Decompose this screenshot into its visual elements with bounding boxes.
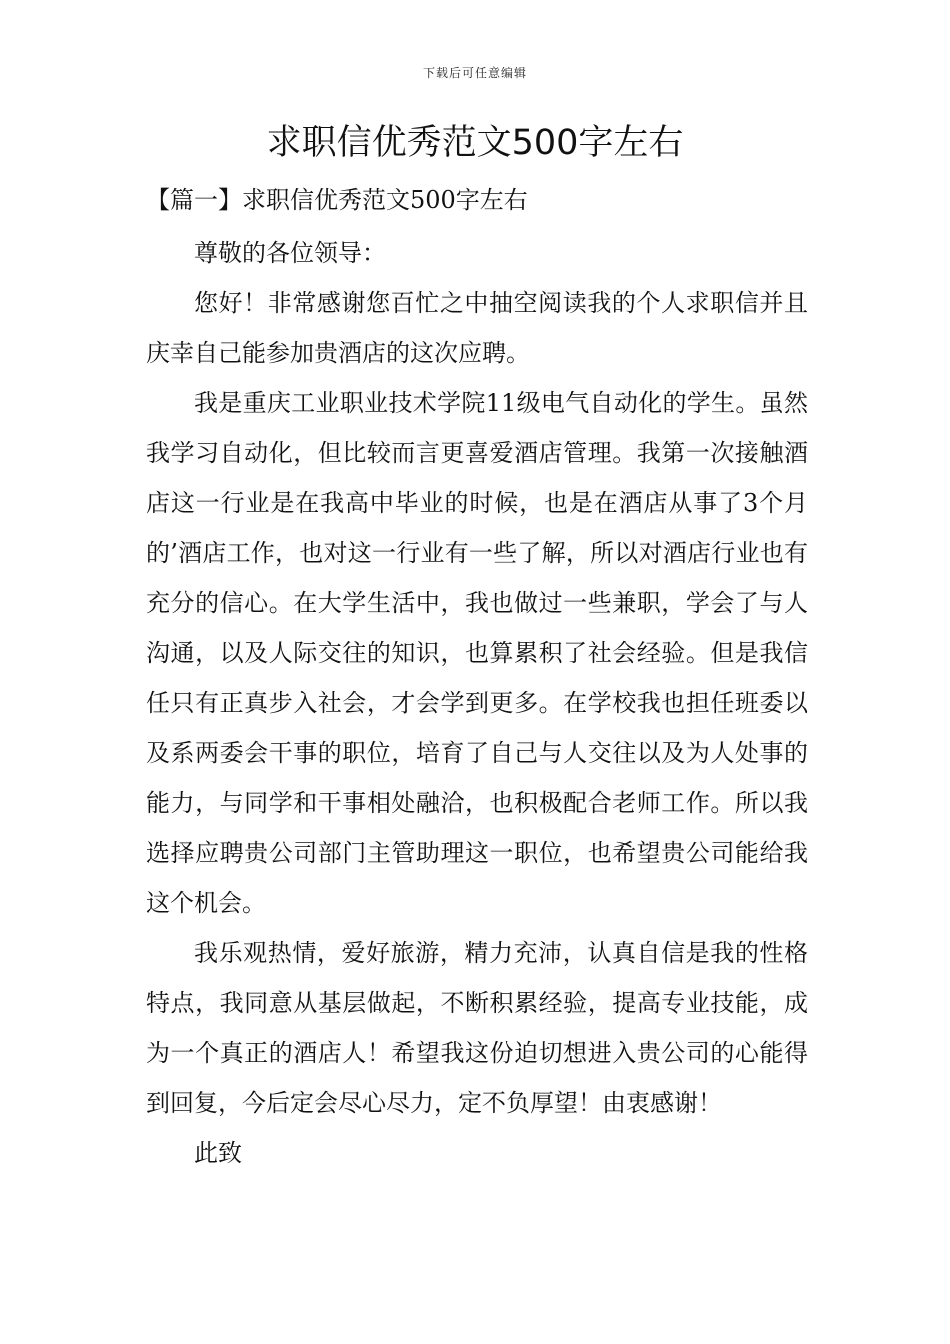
salutation: 尊敬的各位领导： — [194, 239, 386, 267]
letter-body — [146, 228, 808, 1178]
closing-phrase: 此致 — [194, 1139, 242, 1167]
greeting-paragraph: 您好！非常感谢您百忙之中抽空阅读我的个人求职信并且庆幸自己能参加贵酒店的这次应聘。 — [146, 289, 808, 367]
background-paragraph: 我是重庆工业职业技术学院11级电气自动化的学生。虽然我学习自动化，但比较而言更喜爱酒店管理。我第一次接触酒店这一行业是在我高中毕业的时候，也是在酒店从事了3个月的’酒店工作，也对这一行业有一些了解，所以对酒店行业也有充分的信心。在大学生活中，我也做过一些兼职，学会了与人沟通，以及人际交往的知识，也算累积了社会经验。但是我信任只有正真步入社会，才会学到更多。在学校我也担任班委以及系两委会干事的职位，培育了自己与人交往以及为人处事的能力，与同学和干事相处融洽，也积极配合老师工作。所以我选择应聘贵公司部门主管助理这一职位，也希望贵公司能给我这个机会。 — [146, 389, 808, 917]
page-header-note: 下载后可任意编辑 — [422, 66, 527, 80]
document-title: 求职信优秀范文500字左右 — [266, 123, 684, 163]
personality-paragraph: 我乐观热情，爱好旅游，精力充沛，认真自信是我的性格特点，我同意从基层做起，不断积累经验，提高专业技能，成为一个真正的酒店人！希望我这份迫切想进入贵公司的心能得到回复，今后定会尽心尽力，定不负厚望！由衷感谢！ — [146, 939, 808, 1117]
section-heading: 【篇一】求职信优秀范文500字左右 — [146, 186, 528, 214]
